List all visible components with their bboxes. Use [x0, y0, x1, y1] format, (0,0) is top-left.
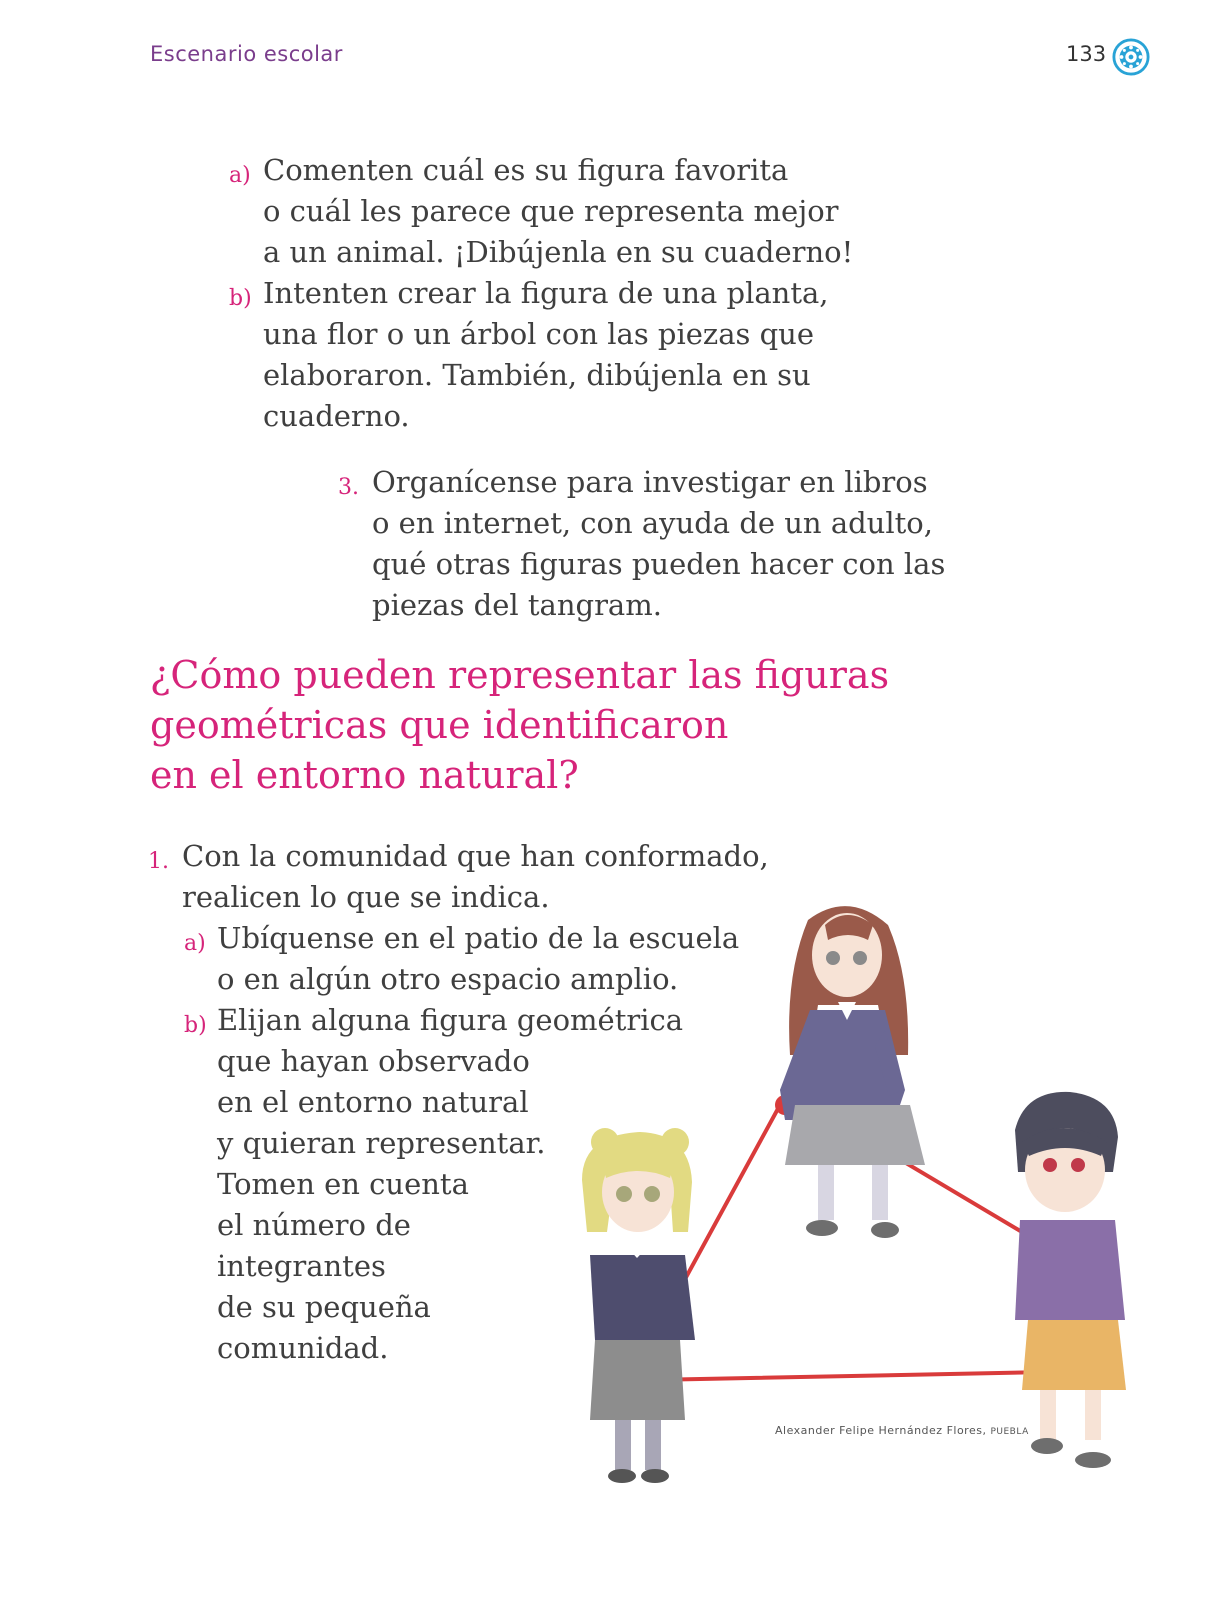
credit-author: Alexander Felipe Hernández Flores, [775, 1424, 987, 1437]
text-line: elaboraron. También, dibújenla en su [263, 358, 811, 392]
text-line: cuaderno. [263, 399, 410, 433]
item-marker-b: b) [229, 286, 252, 311]
sub-marker-b: b) [184, 1013, 207, 1038]
heading-line: geométricas que identificaron [150, 703, 729, 747]
text-line: Elijan alguna figura geométrica [217, 1003, 684, 1037]
text-line: o en internet, con ayuda de un adulto, [372, 506, 933, 540]
text-line: Organícense para investigar en libros [372, 465, 928, 499]
girl-blonde-hair [582, 1128, 695, 1483]
page-number: 133 [1066, 42, 1107, 66]
item-marker-a: a) [229, 163, 251, 188]
page-ornament-icon [1112, 38, 1150, 76]
text-line: de su pequeña [217, 1290, 431, 1324]
credit-location: PUEBLA [990, 1427, 1029, 1437]
text-line: y quieran representar. [217, 1126, 546, 1160]
step-marker-1: 1. [148, 849, 169, 874]
boy-dark-hair [1015, 1092, 1126, 1468]
header-section: Escenario escolar [150, 42, 343, 66]
text-line: Comenten cuál es su figura favorita [263, 153, 789, 187]
text-line: en el entorno natural [217, 1085, 529, 1119]
heading-line: ¿Cómo pueden representar las figuras [150, 653, 890, 697]
instruction-a [263, 150, 853, 273]
step-3 [372, 462, 945, 626]
heading-line: en el entorno natural? [150, 753, 579, 797]
text-line: el número de [217, 1208, 411, 1242]
text-line: Tomen en cuenta [217, 1167, 469, 1201]
text-line: realicen lo que se indica. [182, 880, 550, 914]
text-line: Intenten crear la figura de una planta, [263, 276, 829, 310]
sub-marker-a: a) [184, 931, 206, 956]
text-line: piezas del tangram. [372, 588, 662, 622]
instruction-b [263, 273, 829, 437]
text-line: una flor o un árbol con las piezas que [263, 317, 814, 351]
text-line: integrantes [217, 1249, 386, 1283]
text-line: comunidad. [217, 1331, 389, 1365]
girl-brown-hair [780, 906, 925, 1238]
text-line: que hayan observado [217, 1044, 530, 1078]
text-line: a un animal. ¡Dibújenla en su cuaderno! [263, 235, 854, 269]
section-heading [150, 650, 1050, 800]
text-line: Con la comunidad que han conformado, [182, 839, 769, 873]
text-line: qué otras figuras pueden hacer con las [372, 547, 946, 581]
text-line: o cuál les parece que representa mejor [263, 194, 839, 228]
step-marker-3: 3. [338, 475, 359, 500]
text-line: o en algún otro espacio amplio. [217, 962, 679, 996]
illustration-credit [775, 1424, 1029, 1437]
text-line: Ubíquense en el patio de la escuela [217, 921, 740, 955]
children-triangle-illustration [560, 880, 1160, 1500]
